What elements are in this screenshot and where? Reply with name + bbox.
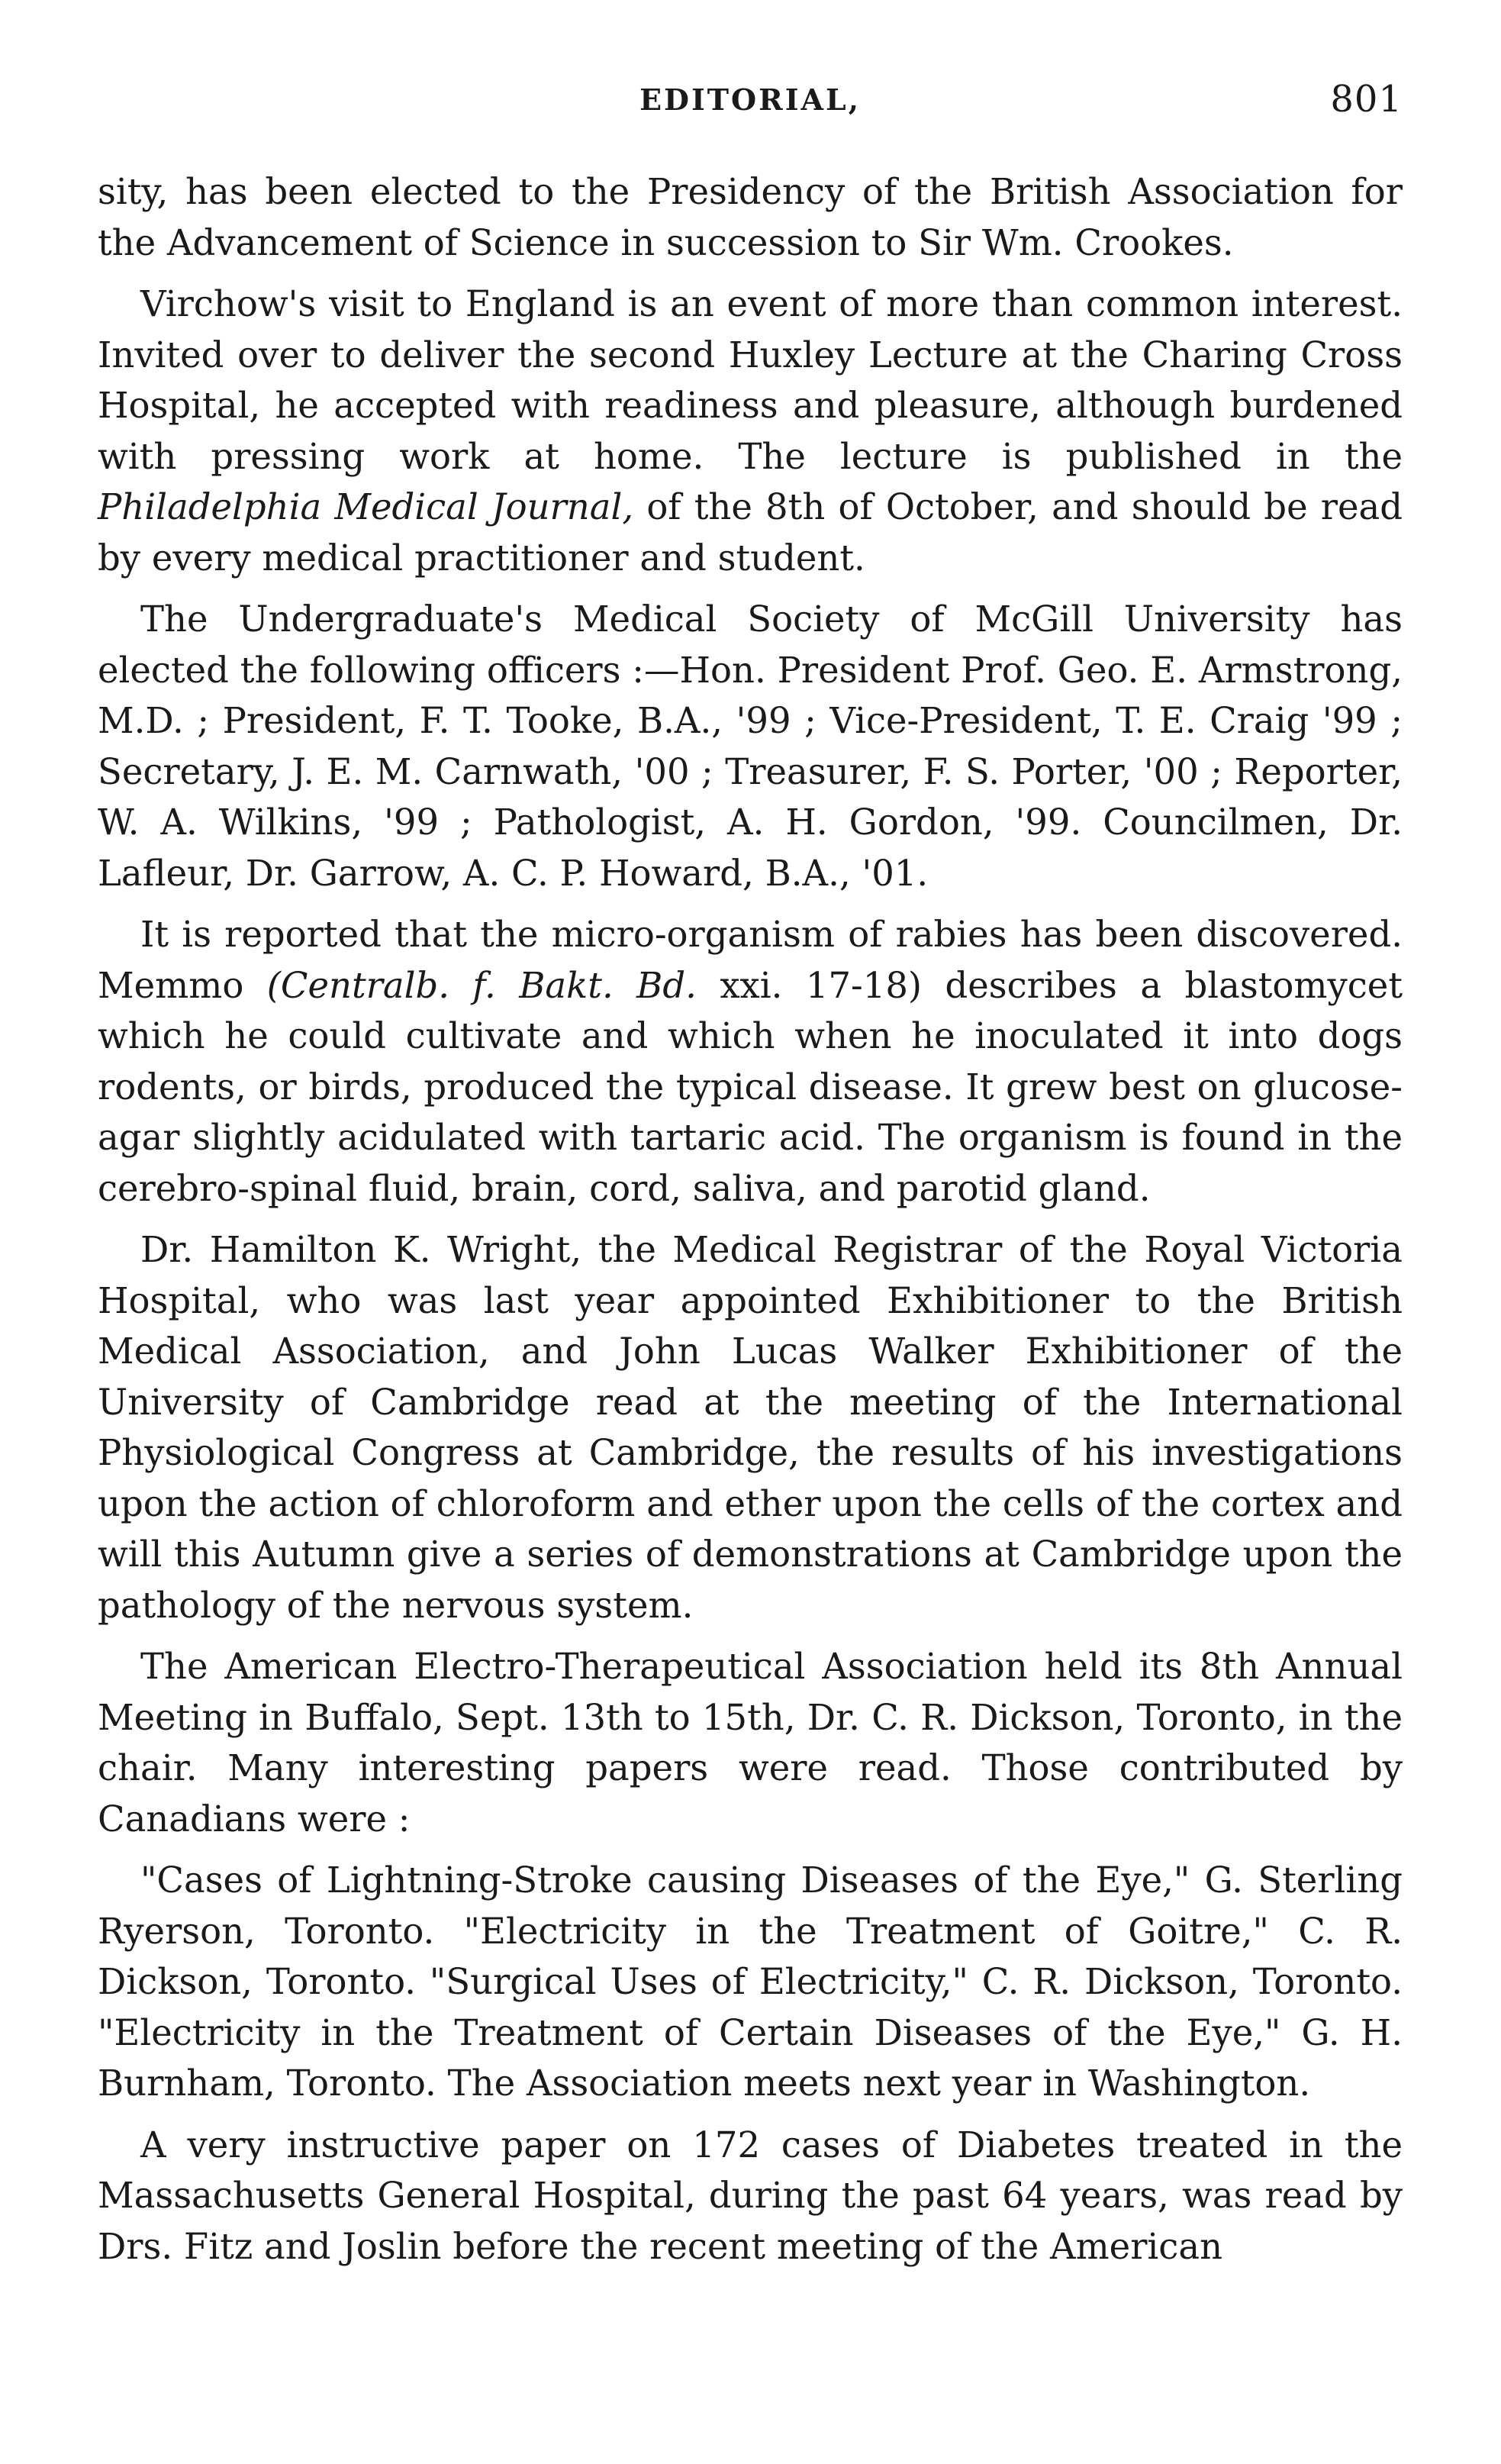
paragraph-text: Virchow's visit to England is an event of more than common interest. Invited over to deliver the second Huxley Lecture at the Charing Cross Hospital, he accepted with readiness and pleasure, although burdened with pressing work at home. The lecture is published in the [98,283,1403,477]
paragraph-text: sity, has been elected to the Presidency of the British Association for the Advancement of Science in succession to Sir Wm. Crookes. [98,171,1403,263]
paragraph-text: "Cases of Lightning-Stroke causing Diseases of the Eye," G. Sterling Ryerson, Toronto. "Electricity in the Treatment of Goitre," C. R. Dickson, Toronto. "Surgical Uses of Electricity," C. R. Dickson, Toronto. "Electricity in the Treatment of Certain Diseases of the Eye," G. H. Burnham, Toronto. The Association meets next year in Washington. [98,1859,1403,2104]
paragraph-hamilton-wright [98,1224,1403,1630]
paragraph-diabetes [98,2120,1403,2272]
paragraph-virchow [98,279,1403,583]
paragraph-text: The Undergraduate's Medical Society of McGill University has elected the following officers :—Hon. President Prof. Geo. E. Armstrong, M.D. ; President, F. T. Tooke, B.A., '99 ; Vice-President, T. E. Craig '99 ; Secretary, J. E. M. Carnwath, '00 ; Treasurer, F. S. Porter, '00 ; Reporter, W. A. Wilkins, '99 ; Pathologist, A. H. Gordon, '99. Councilmen, Dr. Lafleur, Dr. Garrow, A. C. P. Howard, B.A., '01. [98,598,1403,894]
paragraph-text: The American Electro-Therapeutical Association held its 8th Annual Meeting in Buffalo, Sept. 13th to 15th, Dr. C. R. Dickson, Toronto, in the chair. Many interesting papers were read. Those contributed by Canadians were : [98,1646,1403,1840]
paragraph-presidency [98,166,1403,268]
body-text [98,166,1403,2282]
page-header [98,78,1403,136]
journal-title: Philadelphia Medical Journal, [98,486,634,527]
paragraph-papers-list [98,1855,1403,2109]
paragraph-text: A very instructive paper on 172 cases of Diabetes treated in the Massachusetts General Hospital, during the past 64 years, was read by Drs. Fitz and Joslin before the recent meeting of the American [98,2124,1403,2267]
paragraph-medical-society [98,594,1403,898]
paragraph-text: It is reported that the micro-organism of rabies has been discovered. Memmo [98,914,1403,1006]
page-number: 801 [1330,78,1403,121]
paragraph-text: Dr. Hamilton K. Wright, the Medical Registrar of the Royal Victoria Hospital, who was last year appointed Exhibitioner to the British Medical Association, and John Lucas Walker Exhibitioner of the University of Cambridge read at the meeting of the International Physiological Congress at Cambridge, the results of his investigations upon the action of chloroform and ether upon the cells of the cortex and will this Autumn give a series of demonstrations at Cambridge upon the pathology of the nervous system. [98,1229,1403,1626]
journal-citation: (Centralb. f. Bakt. Bd. [266,964,697,1006]
paragraph-electro-therapeutical [98,1641,1403,1844]
paragraph-rabies [98,909,1403,1214]
paragraph-text-continued: xxi. 17-18) describes a blastomycet which he could cultivate and which when he inoculated it into dogs rodents, or birds, produced the typical disease. It grew best on glucose-agar slightly acidulated with tartaric acid. The organism is found in the cerebro-spinal fluid, brain, cord, saliva, and parotid gland. [98,964,1403,1209]
paragraph-text-continued: of the 8th of October, and should be read by every medical practitioner and student. [98,486,1403,579]
running-title: EDITORIAL, [639,82,861,117]
